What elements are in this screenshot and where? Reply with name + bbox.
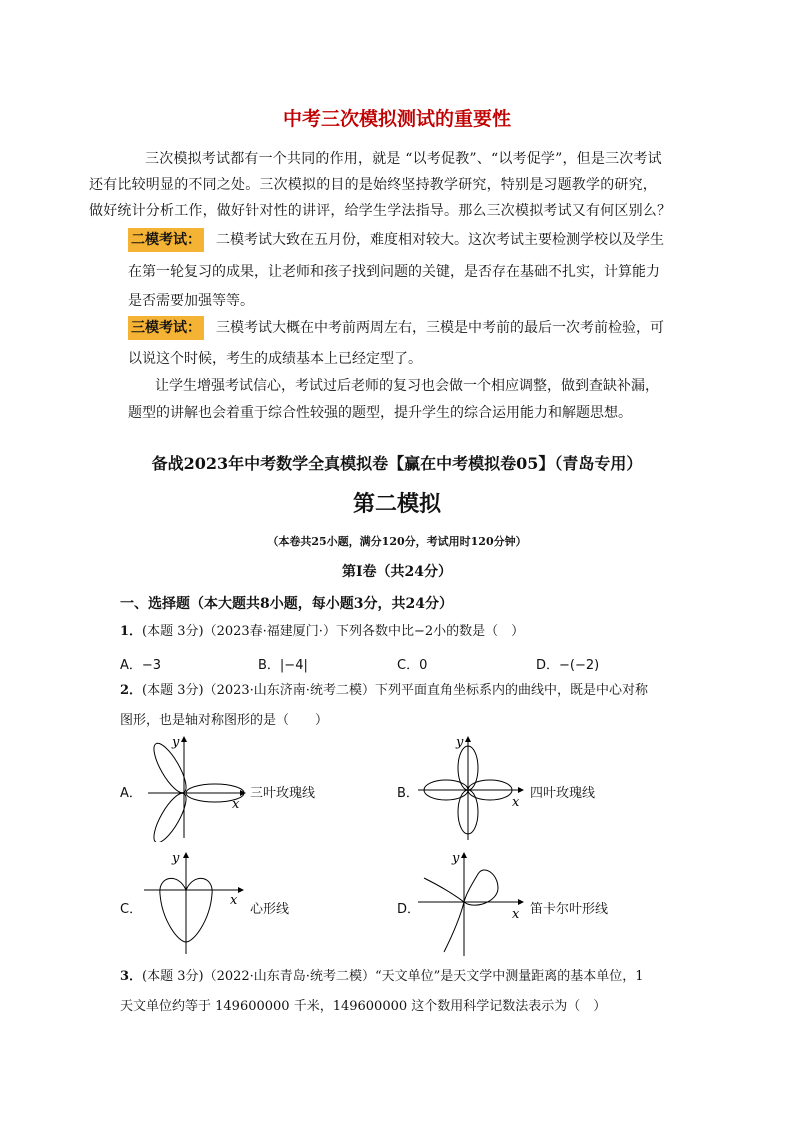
exam-note: （本卷共25小题，满分120分，考试用时120分钟） [267, 535, 527, 548]
intro-line: 还有比较明显的不同之处。三次模拟的目的是始终坚持教学研究，特别是习题教学的研究， [89, 177, 657, 193]
q2-option-d-label: D． [397, 902, 421, 917]
question-3 [120, 962, 690, 1022]
second-mock-line: 二模考试大致在五月份，难度相对较大。这次考试主要检测学校以及学生 [216, 232, 664, 248]
third-mock-label: 三模考试： [128, 316, 204, 340]
article-title: 中考三次模拟测试的重要性 [282, 108, 511, 130]
question-text: 天文单位约等于 149600000 千米，149600000 这个数用科学记数法表示为（ ） [120, 999, 607, 1014]
x-axis-label: x [512, 795, 520, 810]
q1-option-c: C．0 [397, 658, 428, 673]
intro-line: 做好统计分析工作，做好针对性的讲评，给学生学法指导。那么三次模拟考试又有何区别么？ [89, 203, 672, 219]
closing-paragraph [128, 373, 688, 427]
folium-figure [414, 848, 526, 958]
intro-paragraph [89, 146, 689, 224]
q1-option-b: B．|−4| [258, 658, 308, 673]
closing-line: 题型的讲解也会着重于综合性较强的题型，提升学生的综合运用能力和解题思想。 [128, 405, 632, 421]
q2-option-c-name: 心形线 [250, 902, 290, 917]
q2-option-a-label: A． [120, 786, 142, 801]
q2-option-b-label: B． [397, 786, 419, 801]
question-text: (本题 3分)（2023·山东济南·统考二模）下列平面直角坐标系内的曲线中，既是中心对称 [142, 683, 648, 698]
q2-option-c-label: C． [120, 902, 143, 917]
closing-line: 让学生增强考试信心，考试过后老师的复习也会做一个相应调整，做到查缺补漏， [155, 378, 659, 394]
section-title: 一、选择题（本大题共8小题，每小题3分，共24分） [120, 596, 453, 612]
y-axis-label: y [172, 735, 180, 750]
q2-option-d-name: 笛卡尔叶形线 [530, 902, 609, 917]
q1-option-d: D．−(−2) [536, 658, 600, 673]
q2-option-a-name: 三叶玫瑰线 [250, 786, 316, 801]
question-1 [120, 617, 690, 647]
y-axis-label: y [172, 851, 180, 866]
exam-title: 备战2023年中考数学全真模拟卷【赢在中考模拟卷05】（青岛专用） [151, 454, 643, 473]
question-number: 2． [120, 683, 143, 698]
four-leaf-rose-figure [414, 732, 526, 842]
cardioid-figure [140, 848, 250, 958]
third-mock-text [128, 345, 688, 374]
second-mock-text [128, 258, 688, 316]
x-axis-label: x [512, 907, 520, 922]
question-number: 1． [120, 624, 143, 639]
volume-title: 第I卷（共24分） [341, 564, 453, 580]
second-mock-line: 是否需要加强等等。 [128, 293, 254, 309]
question-text: (本题 3分)（2023春·福建厦门·）下列各数中比−2小的数是（ ） [142, 624, 525, 639]
question-text: (本题 3分)（2022·山东青岛·统考二模）“天文单位”是天文学中测量距离的基本单位，1 [142, 969, 644, 984]
third-mock-line: 以说这个时候，考生的成绩基本上已经定型了。 [128, 351, 422, 367]
second-mock-line: 在第一轮复习的成果，让老师和孩子找到问题的关键，是否存在基础不扎实，计算能力 [128, 264, 660, 280]
x-axis-label: x [232, 797, 240, 812]
question-2 [120, 676, 690, 736]
third-mock-line: 三模考试大概在中考前两周左右，三模是中考前的最后一次考前检验，可 [216, 320, 664, 336]
q1-option-a: A．−3 [120, 658, 162, 673]
second-mock-label: 二模考试： [128, 228, 204, 252]
three-leaf-rose-figure [140, 732, 250, 842]
question-text: 图形，也是轴对称图形的是（ ） [120, 713, 329, 728]
x-axis-label: x [230, 893, 238, 908]
exam-subtitle: 第二模拟 [352, 492, 441, 517]
y-axis-label: y [456, 735, 464, 750]
intro-line: 三次模拟考试都有一个共同的作用，就是 “以考促教”、“以考促学”，但是三次考试 [145, 151, 662, 167]
y-axis-label: y [452, 851, 460, 866]
q2-option-b-name: 四叶玫瑰线 [530, 786, 596, 801]
question-number: 3． [120, 969, 143, 984]
